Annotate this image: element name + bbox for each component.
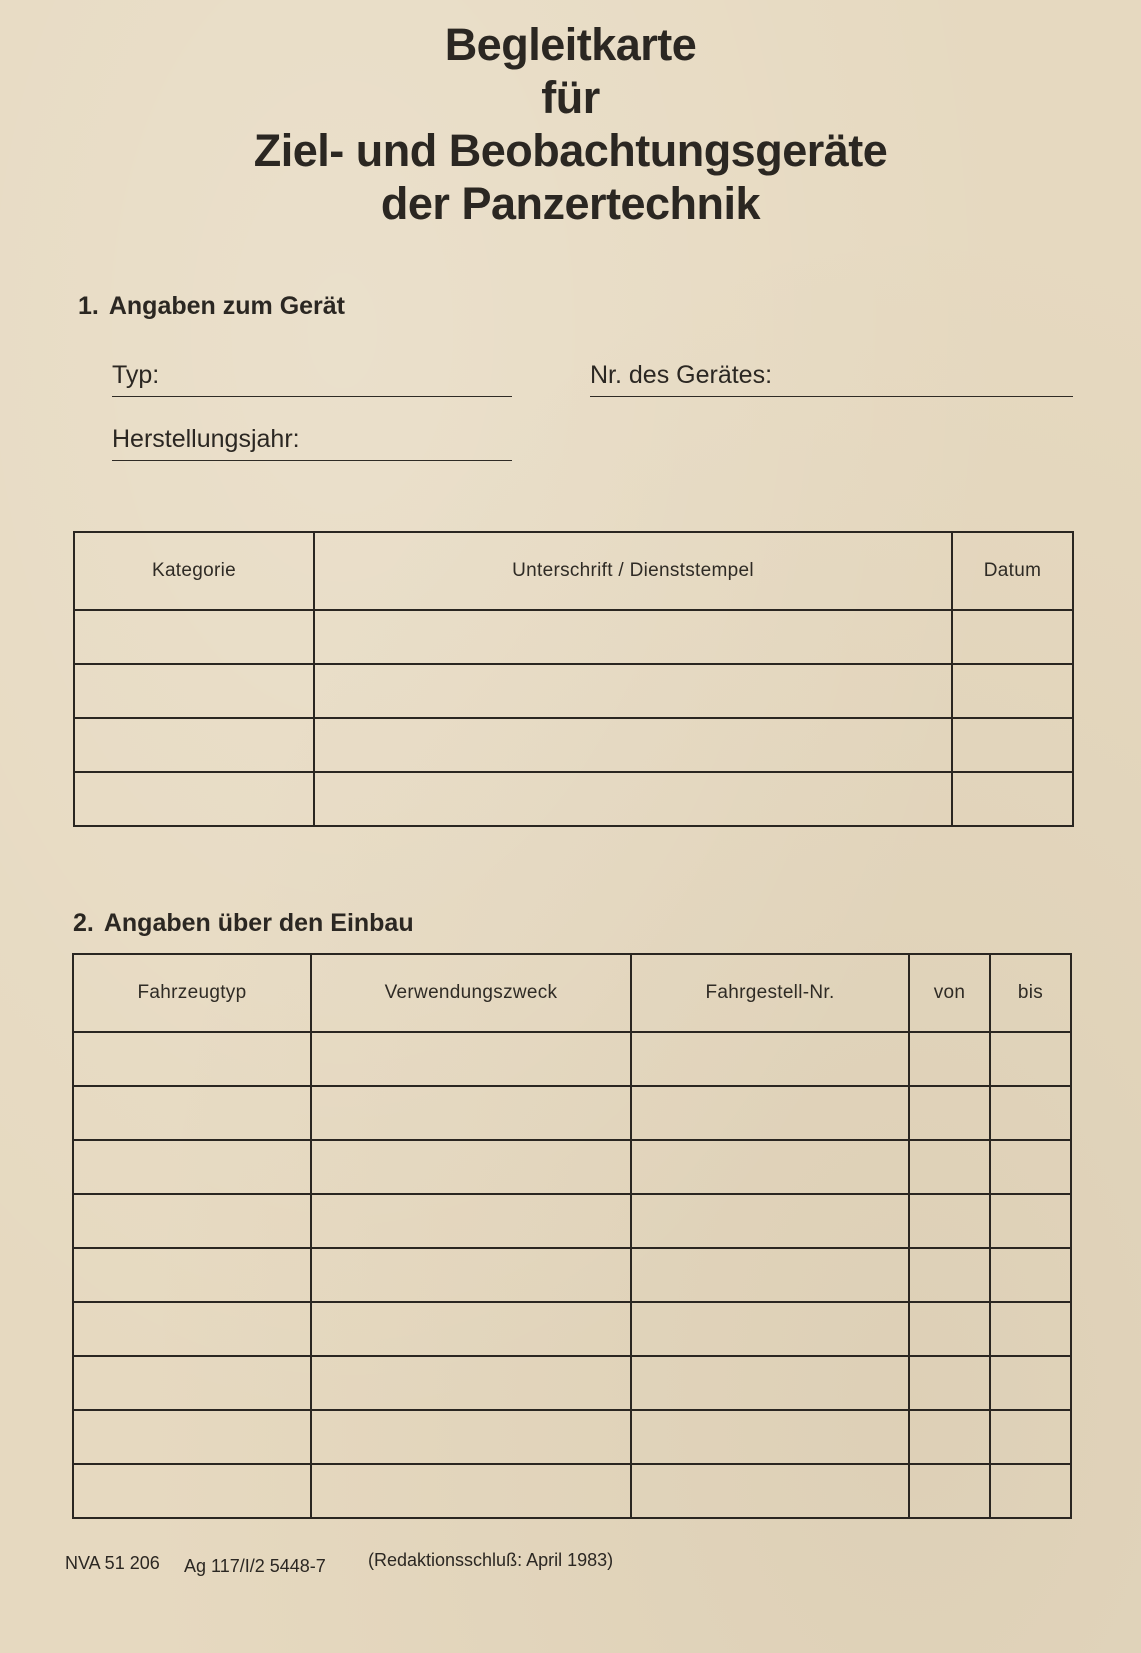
fahrgestell-nr-cell[interactable] — [631, 1194, 909, 1248]
kategorie-cell[interactable] — [74, 772, 314, 826]
table-row — [73, 1194, 1071, 1248]
fahrgestell-nr-cell[interactable] — [631, 1464, 909, 1518]
von-cell[interactable] — [909, 1194, 990, 1248]
bis-cell[interactable] — [990, 1464, 1071, 1518]
section-2-heading — [73, 909, 414, 938]
verwendungszweck-cell[interactable] — [311, 1086, 631, 1140]
von-cell[interactable] — [909, 1356, 990, 1410]
von-cell[interactable] — [909, 1032, 990, 1086]
table-row — [74, 664, 1073, 718]
title-line-1: Begleitkarte — [444, 19, 697, 70]
von-cell[interactable] — [909, 1086, 990, 1140]
fahrgestell-nr-cell[interactable] — [631, 1410, 909, 1464]
von-cell[interactable] — [909, 1410, 990, 1464]
bis-cell[interactable] — [990, 1194, 1071, 1248]
bis-cell[interactable] — [990, 1248, 1071, 1302]
kategorie-table — [73, 531, 1074, 827]
unterschrift-cell[interactable] — [314, 664, 952, 718]
verwendungszweck-cell[interactable] — [311, 1464, 631, 1518]
title-line-3: Ziel- und Beobachtungsgeräte — [253, 125, 888, 176]
title-line-2: für — [541, 72, 600, 123]
table-row — [73, 1086, 1071, 1140]
fahrgestell-nr-cell[interactable] — [631, 1248, 909, 1302]
verwendungszweck-cell[interactable] — [311, 1194, 631, 1248]
kategorie-cell[interactable] — [74, 664, 314, 718]
verwendungszweck-cell[interactable] — [311, 1032, 631, 1086]
print-code: Ag 117/I/2 5448-7 — [184, 1556, 326, 1576]
herstellungsjahr-label: Herstellungsjahr: — [112, 425, 300, 453]
bis-cell[interactable] — [990, 1140, 1071, 1194]
unterschrift-cell[interactable] — [314, 718, 952, 772]
fahrgestell-nr-cell[interactable] — [631, 1086, 909, 1140]
form-number: NVA 51 206 — [65, 1553, 160, 1573]
fahrzeugtyp-cell[interactable] — [73, 1086, 311, 1140]
verwendungszweck-cell[interactable] — [311, 1410, 631, 1464]
table-row — [73, 1140, 1071, 1194]
table-row — [73, 1410, 1071, 1464]
geraete-nr-label: Nr. des Gerätes: — [590, 361, 773, 389]
verwendungszweck-cell[interactable] — [311, 1302, 631, 1356]
table-row — [74, 772, 1073, 826]
table-header-row — [74, 532, 1073, 610]
fahrzeugtyp-cell[interactable] — [73, 1302, 311, 1356]
bis-cell[interactable] — [990, 1410, 1071, 1464]
bis-cell[interactable] — [990, 1356, 1071, 1410]
kategorie-cell[interactable] — [74, 610, 314, 664]
unterschrift-cell[interactable] — [314, 772, 952, 826]
edition-note: (Redaktionsschluß: April 1983) — [368, 1550, 614, 1570]
einbau-table — [72, 953, 1072, 1519]
table-row — [73, 1032, 1071, 1086]
section-2-title: Angaben über den Einbau — [103, 909, 414, 937]
bis-cell[interactable] — [990, 1032, 1071, 1086]
geraete-nr-field[interactable] — [590, 358, 1073, 397]
fahrgestell-nr-cell[interactable] — [631, 1356, 909, 1410]
header-von: von — [909, 954, 990, 1032]
table-row — [73, 1356, 1071, 1410]
datum-cell[interactable] — [952, 664, 1073, 718]
fahrzeugtyp-cell[interactable] — [73, 1140, 311, 1194]
fahrgestell-nr-cell[interactable] — [631, 1140, 909, 1194]
header-fahrgestell-nr: Fahrgestell-Nr. — [631, 954, 909, 1032]
fahrgestell-nr-cell[interactable] — [631, 1032, 909, 1086]
header-kategorie: Kategorie — [74, 532, 314, 610]
table-row — [73, 1248, 1071, 1302]
herstellungsjahr-field[interactable] — [112, 422, 512, 461]
table-row — [74, 610, 1073, 664]
fahrzeugtyp-cell[interactable] — [73, 1194, 311, 1248]
header-unterschrift: Unterschrift / Dienststempel — [314, 532, 952, 610]
header-fahrzeugtyp: Fahrzeugtyp — [73, 954, 311, 1032]
bis-cell[interactable] — [990, 1302, 1071, 1356]
fahrzeugtyp-cell[interactable] — [73, 1464, 311, 1518]
fahrzeugtyp-cell[interactable] — [73, 1356, 311, 1410]
header-bis: bis — [990, 954, 1071, 1032]
table-header-row — [73, 954, 1071, 1032]
fahrgestell-nr-cell[interactable] — [631, 1302, 909, 1356]
title-line-4: der Panzertechnik — [380, 178, 761, 229]
form-title — [0, 18, 1141, 230]
typ-label: Typ: — [112, 361, 160, 389]
fahrzeugtyp-cell[interactable] — [73, 1248, 311, 1302]
section-1-title: Angaben zum Gerät — [108, 292, 346, 320]
von-cell[interactable] — [909, 1302, 990, 1356]
von-cell[interactable] — [909, 1248, 990, 1302]
datum-cell[interactable] — [952, 718, 1073, 772]
verwendungszweck-cell[interactable] — [311, 1140, 631, 1194]
table-row — [73, 1464, 1071, 1518]
table-row — [73, 1302, 1071, 1356]
datum-cell[interactable] — [952, 610, 1073, 664]
section-1-number: 1. — [78, 292, 99, 320]
section-1-heading — [78, 292, 345, 321]
datum-cell[interactable] — [952, 772, 1073, 826]
section-2-number: 2. — [73, 909, 94, 937]
verwendungszweck-cell[interactable] — [311, 1356, 631, 1410]
bis-cell[interactable] — [990, 1086, 1071, 1140]
header-datum: Datum — [952, 532, 1073, 610]
typ-field[interactable] — [112, 358, 512, 397]
fahrzeugtyp-cell[interactable] — [73, 1410, 311, 1464]
table-row — [74, 718, 1073, 772]
unterschrift-cell[interactable] — [314, 610, 952, 664]
fahrzeugtyp-cell[interactable] — [73, 1032, 311, 1086]
kategorie-cell[interactable] — [74, 718, 314, 772]
verwendungszweck-cell[interactable] — [311, 1248, 631, 1302]
von-cell[interactable] — [909, 1140, 990, 1194]
header-verwendungszweck: Verwendungszweck — [311, 954, 631, 1032]
von-cell[interactable] — [909, 1464, 990, 1518]
